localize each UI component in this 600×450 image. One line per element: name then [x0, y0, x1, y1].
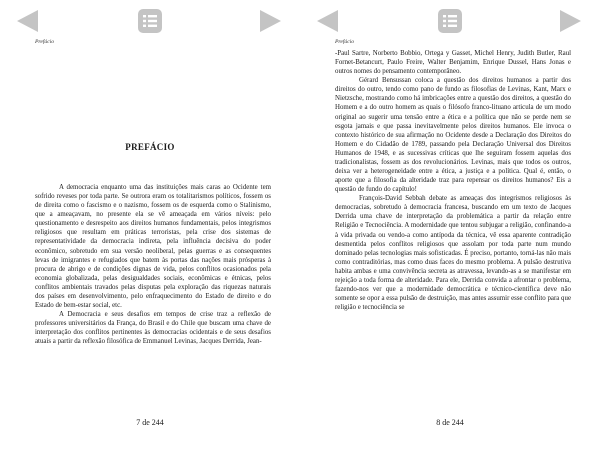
right-page — [300, 0, 600, 450]
list-menu-icon — [437, 8, 463, 34]
list-menu-icon — [137, 8, 163, 34]
paragraph: Gérard Bensussan coloca a questão dos direitos humanos a partir dos direitos do outro, tendo como pano de fundo as filosofias de Levinas, Kant, Marx e Nietzsche, mostrando como há imbricações entre a questão dos direitos, a questão do Homem e a do outro homem as quais o filósofo franco-lituano articula de um modo original ao sugerir uma tensão entre a ética e a política que não se perde nem se esgota jamais e que passa inevitavelmente pelos direitos humanos. Ele invoca o contexto histórico de sua afirmação no Ocidente desde a Declaração dos Direitos do Homem e do Cidadão de 1789, passando pela Declaração Universal dos Direitos Humanos de 1948, e as sucessivas críticas que lhe seguiram fossem aquelas dos tradicionalistas, fossem as dos revolucionários. Levinas, mais que todos os outros, deixa ver a heterogeneidade entre a ética, a justiça e a política. Qual é, então, o aporte que a filosofia da alteridade traz para repensar os direitos humanos? Eis a questão de fundo do capítulo! — [335, 77, 571, 194]
paragraph: -Paul Sartre, Norberto Bobbio, Ortega y Gasset, Michel Henry, Judith Butler, Raul Fornet-Betancurt, Paulo Freire, Walter Benjamim, Enrique Dussel, Hans Jonas e outros nomes do pensamento contemporâneo. — [335, 50, 571, 76]
running-head: Prefácio — [35, 39, 55, 45]
menu-button[interactable] — [137, 8, 163, 34]
paragraph: A democracia enquanto uma das instituições mais caras ao Ocidente tem sofrido reveses por toda parte. Se outrora eram os totalitarismos políticos, fossem os de direita como o fascismo e o nazismo, fossem os de esquerda como o Stalinismo, que a ameaçavam, no presente ela se vê ameaçada em vários níveis: pelo questionamento e desrespeito aos direitos humanos fundamentais, pelos integrismos religiosos que resultam em práticas terroristas, pela crise dos sistemas de representatividade da democracia indireta, pela influência decisiva do poder econômico, sobretudo em sua versão neoliberal, pelas guerras e as consequentes levas de imigrantes e refugiados que batem às portas das nações mais prósperas à procura de abrigo e de condições dignas de vida, pelos conflitos ocasionados pela economia globalizada, pelas desigualdades sociais, econômicas e étnicas, pelos conflitos ambientais travados pelas disputas pela exploração das riquezas naturais dos países em desenvolvimento, pelo enfraquecimento do Estado de direito e do Estado de bem-estar social, etc. — [35, 184, 271, 310]
prev-page-button[interactable] — [314, 8, 340, 34]
page-number: 8 de 244 — [436, 418, 464, 427]
triangle-right-icon — [258, 8, 284, 34]
paragraph: François-David Sebbah debate as ameaças dos integrismos religiosos às democracias, sobretudo à democracia francesa, buscando em um texto de Jacques Derrida uma chave de interpretação da problemática a partir da relação entre Religião e Tecnociência. A modernidade que tentou subjugar a religião, confinando-a à vida privada ou vendo-a como antípoda da técnica, vê essa aparente contradição desmentida pelos conflitos religiosos que assolam por toda parte num mundo dominado pelas tecnologias mais sofisticadas. É preciso, portanto, torná-las não mais como contraditórias, mas como duas faces do mesmo problema. A pulsão destrutiva habita ambas e uma convivência secreta as atravessa, levando-as a se manifestar em rejeição a toda forma de alteridade. Para ele, Derrida convida a afrontar o problema, fazendo-nos ver que a modernidade democrática e técnico-científica deve não somente se opor a essa pulsão de destruição, mas antes assumir esse conflito para que religião e tecnociência se — [335, 195, 571, 312]
triangle-left-icon — [14, 8, 40, 34]
page-number: 7 de 244 — [136, 418, 164, 427]
next-page-button[interactable] — [558, 8, 584, 34]
prev-page-button[interactable] — [14, 8, 40, 34]
triangle-left-icon — [314, 8, 340, 34]
triangle-right-icon — [558, 8, 584, 34]
chapter-title: PREFÁCIO — [125, 142, 175, 152]
menu-button[interactable] — [437, 8, 463, 34]
next-page-button[interactable] — [258, 8, 284, 34]
body-text — [35, 183, 271, 346]
body-text — [335, 49, 571, 312]
running-head: Prefácio — [335, 39, 355, 45]
paragraph: A Democracia e seus desafios em tempos de crise traz a reflexão de professores universitários da França, do Brasil e do Chile que buscam uma chave de interpretação dos conflitos pertinentes às democracias ocidentais e de seus desafios atuais a partir da reflexão filosófica de Emmanuel Levinas, Jacques Derrida, Jean- — [35, 311, 271, 346]
